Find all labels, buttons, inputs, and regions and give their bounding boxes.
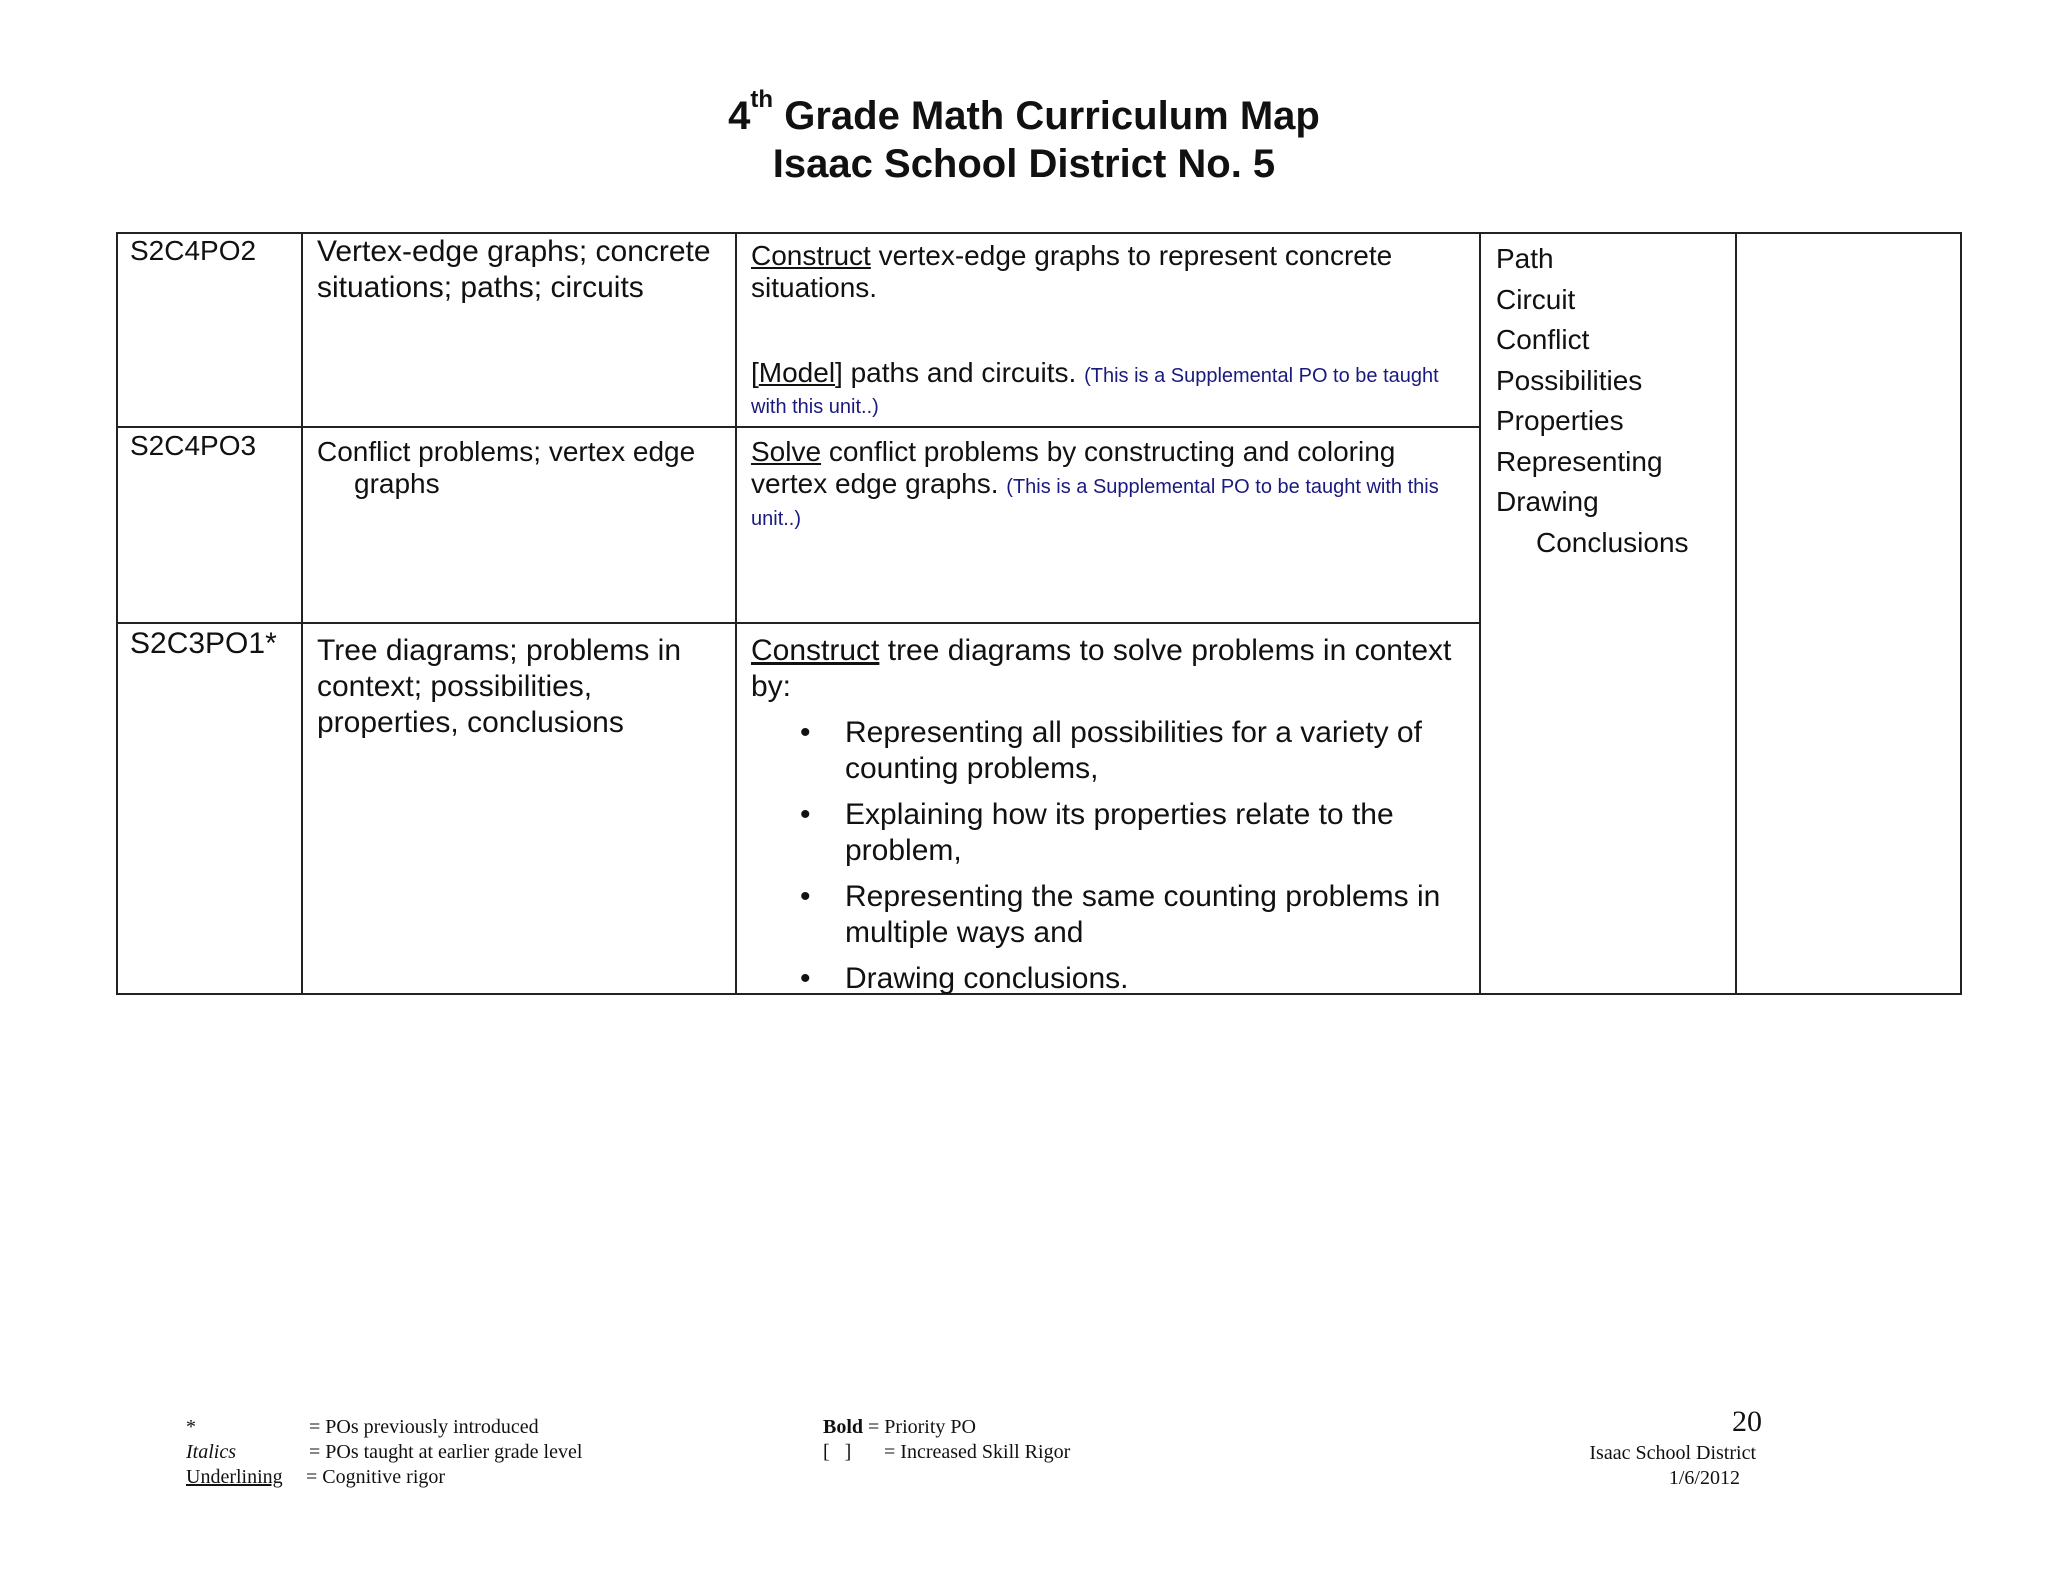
- list-item: • Explaining how its properties relate to the problem,: [751, 797, 1467, 869]
- col-divider-1: [301, 232, 303, 995]
- row-1-verb: Construct: [751, 240, 871, 271]
- row-2-topic: [317, 436, 727, 500]
- title-line-1: [0, 86, 2048, 140]
- row-1-description: [751, 240, 1467, 304]
- row-1-verb-2: Model: [758, 357, 836, 388]
- vocab-item: Properties: [1496, 405, 1624, 436]
- list-item: • Drawing conclusions.: [751, 961, 1467, 997]
- row-3-verb: Construct: [751, 634, 880, 667]
- legend-meaning: = Cognitive rigor: [306, 1466, 446, 1488]
- vocab-item: Representing: [1496, 445, 1663, 477]
- district-name: Isaac School District No. 5: [772, 142, 1276, 186]
- legend-middle: [823, 1415, 1223, 1465]
- vocab-item: Conclusions: [1536, 526, 1689, 558]
- legend-meaning: = Priority PO: [868, 1416, 976, 1438]
- vocab-item: Conflict: [1496, 324, 1590, 355]
- row-2-topic-line-2: graphs: [354, 468, 440, 499]
- row-divider-2: [116, 622, 1480, 624]
- table-border-left: [116, 232, 118, 995]
- vocab-item: Drawing: [1496, 486, 1599, 517]
- row-3-bullet-list: [751, 715, 1467, 997]
- col-divider-4: [1735, 232, 1737, 995]
- list-item: • Representing all possibilities for a variety of counting problems,: [751, 715, 1467, 787]
- legend-symbol: Italics: [186, 1441, 236, 1463]
- row-1-description-2: [751, 358, 1467, 420]
- row-2-topic-line-1: Conflict problems; vertex edge: [317, 436, 696, 467]
- vocabulary-list: [1496, 239, 1726, 563]
- grade-number: 4: [728, 94, 751, 138]
- legend-symbol: Underlining: [186, 1466, 283, 1488]
- row-3-intro: [751, 633, 1467, 705]
- footer-date: 1/6/2012: [1668, 1467, 1740, 1489]
- row-2-code: S2C4PO3: [130, 430, 257, 461]
- legend-left: [186, 1415, 646, 1490]
- row-1-code: S2C4PO2: [130, 235, 257, 266]
- row-2-verb: Solve: [751, 436, 822, 467]
- row-divider-1: [116, 426, 1480, 428]
- row-3-topic: Tree diagrams; problems in context; possibilities, properties, conclusions: [317, 634, 682, 739]
- row-1-desc-text: vertex-edge graphs to represent concrete situations.: [751, 240, 1393, 303]
- page-number: 20: [1732, 1405, 1762, 1438]
- legend-meaning: = Increased Skill Rigor: [884, 1441, 1071, 1463]
- col-divider-3: [1479, 232, 1481, 995]
- legend-symbol: Bold: [823, 1416, 864, 1438]
- vocab-item: Path: [1496, 243, 1554, 274]
- grade-suffix: th: [750, 86, 774, 113]
- legend-meaning: = POs taught at earlier grade level: [309, 1441, 583, 1463]
- row-1-desc-text-2: ] paths and circuits.: [835, 357, 1077, 388]
- row-1-supplemental-note: (This is a Supplemental PO to be taught with this unit..): [751, 365, 1439, 418]
- row-3-code: S2C3PO1*: [130, 627, 277, 660]
- row-1-bracket-open: [: [751, 357, 759, 388]
- row-3-description: [751, 633, 1467, 1007]
- legend-symbol: *: [186, 1416, 196, 1438]
- page-title: [0, 86, 2048, 188]
- row-2-supplemental-note: (This is a Supplemental PO to be taught with this unit..): [751, 476, 1439, 530]
- row-2-description: [751, 436, 1467, 532]
- title-text: Grade Math Curriculum Map: [784, 94, 1320, 138]
- row-2-desc-text: conflict problems by constructing and coloring vertex edge graphs.: [751, 436, 1396, 499]
- footer-org: Isaac School District: [1589, 1442, 1756, 1464]
- vocab-item: Possibilities: [1496, 364, 1643, 396]
- table-border-right: [1960, 232, 1962, 995]
- legend-symbol: [ ]: [823, 1441, 852, 1463]
- list-item: • Representing the same counting problems in multiple ways and: [751, 879, 1467, 951]
- legend-meaning: = POs previously introduced: [309, 1416, 539, 1438]
- row-1-topic: Vertex-edge graphs; concrete situations; paths; circuits: [317, 235, 711, 304]
- col-divider-2: [735, 232, 737, 995]
- row-3-desc-text: tree diagrams to solve problems in context by:: [751, 634, 1452, 703]
- vocab-item: Circuit: [1496, 283, 1576, 315]
